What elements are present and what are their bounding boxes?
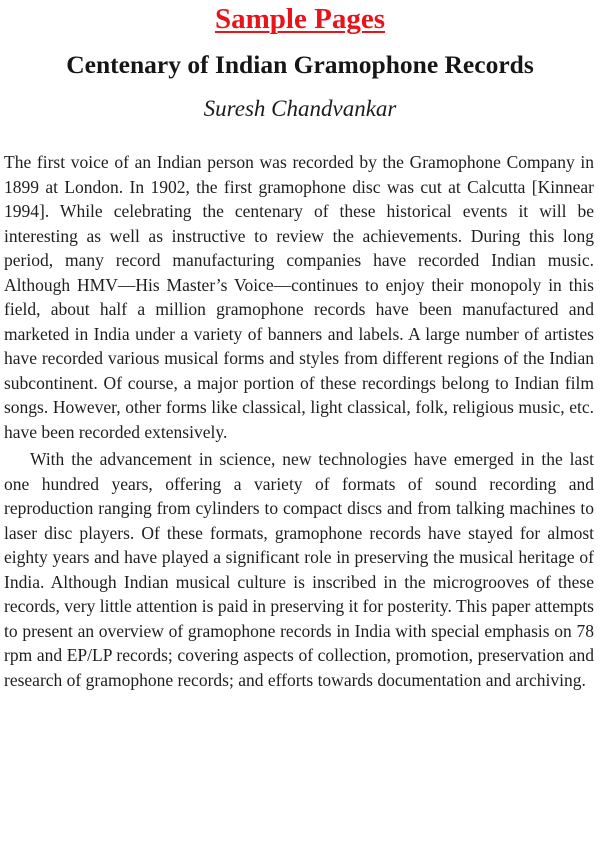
article-body xyxy=(4,150,594,692)
paragraph-technology: With the advancement in science, new technologies have emerged in the last one hundred years, offering a variety of formats of sound recording and reproduction ranging from cylinders to compact discs and from talking machines to laser disc players. Of these formats, gramophone records have stayed for almost eighty years and have played a significant role in preserving the musical heritage of India. Although Indian musical culture is inscribed in the microgrooves of these records, very little attention is paid in preserving it for posterity. This paper attempts to present an overview of gramophone records in India with special emphasis on 78 rpm and EP/LP records; covering aspects of collection, promotion, preservation and research of gramophone records; and efforts towards documentation and archiving. xyxy=(4,449,594,690)
article-title: Centenary of Indian Gramophone Records xyxy=(66,50,534,79)
article-author: Suresh Chandvankar xyxy=(203,96,397,121)
sample-pages-label: Sample Pages xyxy=(215,3,385,35)
paragraph-introduction: The first voice of an Indian person was recorded by the Gramophone Company in 1899 at London. In 1902, the first gramophone disc was cut at Calcutta [Kinnear 1994]. While celebrating the centenary of these historical events it will be interesting as well as instructive to review the achievements. During this long period, many record manufacturing companies have recorded Indian music. Although HMV—His Master’s Voice—continues to enjoy their monopoly in this field, about half a million gramophone records have been manufactured and marketed in India under a variety of banners and labels. A large number of artistes have recorded various musical forms and styles from different regions of the Indian subcontinent. Of course, a major portion of these recordings belong to Indian film songs. However, other forms like classical, light classical, folk, religious music, etc. have been recorded extensively. xyxy=(4,152,594,442)
sample-pages-banner xyxy=(0,2,600,36)
